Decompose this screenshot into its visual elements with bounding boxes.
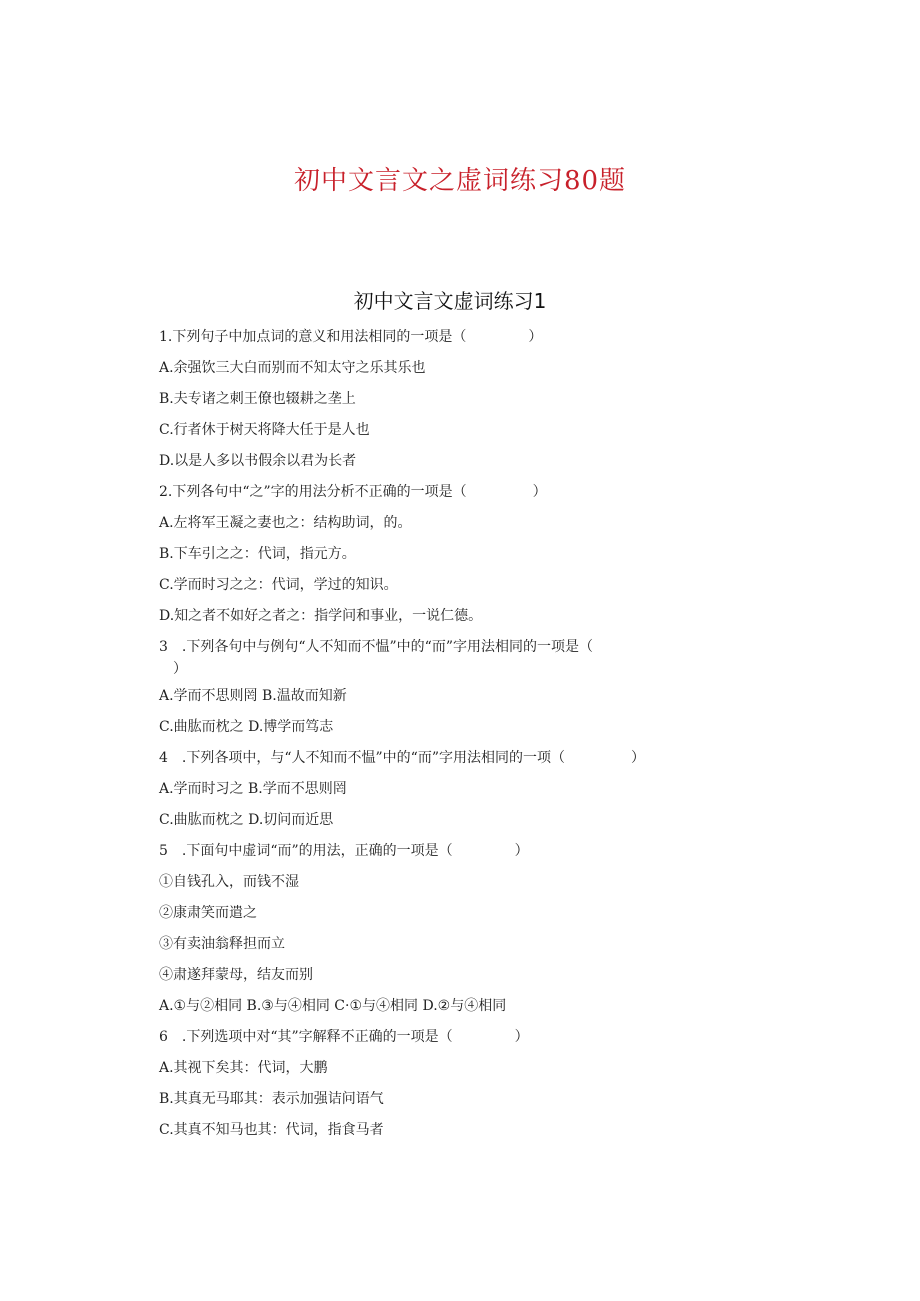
exercise-line xyxy=(159,778,739,809)
exercise-line xyxy=(159,1088,739,1119)
exercise-line xyxy=(159,450,739,481)
exercise-line xyxy=(159,1057,739,1088)
exercise-line xyxy=(159,809,739,840)
line-text: A.学而时习之 B.学而不思则罔 xyxy=(159,781,347,797)
line-text: C.行者休于树天将降大任于是人也 xyxy=(159,422,370,438)
section-title: 初中文言文虚词练习1 xyxy=(353,289,547,313)
line-text: D.以是人多以书假余以君为长者 xyxy=(159,453,357,469)
exercise-line xyxy=(159,636,739,661)
line-text: 3 .下列各句中与例句“人不知而不愠”中的“而”字用法相同的一项是（ xyxy=(159,639,593,655)
exercise-line xyxy=(159,512,739,543)
line-text: A.左将军王凝之妻也之：结构助词，的。 xyxy=(159,515,412,531)
line-text: ②康肃笑而遣之 xyxy=(159,905,257,921)
line-text: C.曲肱而枕之 D.切问而近思 xyxy=(159,812,334,828)
exercise-line xyxy=(159,933,739,964)
line-text: B.夫专诸之刺王僚也辍耕之垄上 xyxy=(159,391,356,407)
line-text: C.其真不知马也其：代词，指食马者 xyxy=(159,1122,384,1138)
line-text: 6 .下列选项中对“其”字解释不正确的一项是（ xyxy=(159,1029,453,1045)
line-text: A.学而不思则罔 B.温故而知新 xyxy=(159,688,347,704)
closing-paren: ） xyxy=(528,329,543,345)
exercise-line xyxy=(159,481,739,512)
line-text: ④肃遂拜蒙母，结友而别 xyxy=(159,967,313,983)
exercise-line xyxy=(159,871,739,902)
line-text: 1.下列句子中加点词的意义和用法相同的一项是（ xyxy=(159,329,467,345)
closing-paren: ） xyxy=(514,1029,529,1045)
line-text: A.余强饮三大白而别而不知太守之乐其乐也 xyxy=(159,360,426,376)
exercise-line xyxy=(159,574,739,605)
exercise-line xyxy=(159,661,739,685)
exercise-line xyxy=(159,995,739,1026)
line-text: ①自钱孔入，而钱不湿 xyxy=(159,874,299,890)
line-text: ） xyxy=(173,661,187,677)
exercise-line xyxy=(159,747,739,778)
line-text: 4 .下列各项中，与“人不知而不愠”中的“而”字用法相同的一项（ xyxy=(159,750,565,766)
line-text: D.知之者不如好之者之：指学问和事业，一说仁德。 xyxy=(159,608,483,624)
exercise-line xyxy=(159,326,739,357)
line-text: 2.下列各句中“之”字的用法分析不正确的一项是（ xyxy=(159,484,467,500)
exercise-line xyxy=(159,716,739,747)
exercise-line xyxy=(159,685,739,716)
line-text: B.其真无马耶其：表示加强诘问语气 xyxy=(159,1091,384,1107)
line-text: A.其视下矣其：代词，大鹏 xyxy=(159,1060,328,1076)
closing-paren: ） xyxy=(514,843,529,859)
exercise-list xyxy=(159,326,739,1150)
exercise-line xyxy=(159,357,739,388)
exercise-line xyxy=(159,419,739,450)
exercise-line xyxy=(159,902,739,933)
exercise-line xyxy=(159,1026,739,1057)
exercise-line xyxy=(159,840,739,871)
line-text: C.学而时习之之：代词，学过的知识。 xyxy=(159,577,398,593)
closing-paren: ） xyxy=(631,750,645,766)
exercise-line xyxy=(159,964,739,995)
exercise-line xyxy=(159,543,739,574)
line-text: 5 .下面句中虚词“而”的用法，正确的一项是（ xyxy=(159,843,453,859)
line-text: B.下车引之之：代词，指元方。 xyxy=(159,546,356,562)
line-text: ③有卖油翁释担而立 xyxy=(159,936,285,952)
line-text: A.①与②相同 B.③与④相同 C·①与④相同 D.②与④相同 xyxy=(159,998,507,1014)
exercise-line xyxy=(159,605,739,636)
exercise-line xyxy=(159,388,739,419)
main-title: 初中文言文之虚词练习80题 xyxy=(293,166,627,196)
closing-paren: ） xyxy=(532,484,547,500)
line-text: C.曲肱而枕之 D.博学而笃志 xyxy=(159,719,334,735)
exercise-line xyxy=(159,1119,739,1150)
